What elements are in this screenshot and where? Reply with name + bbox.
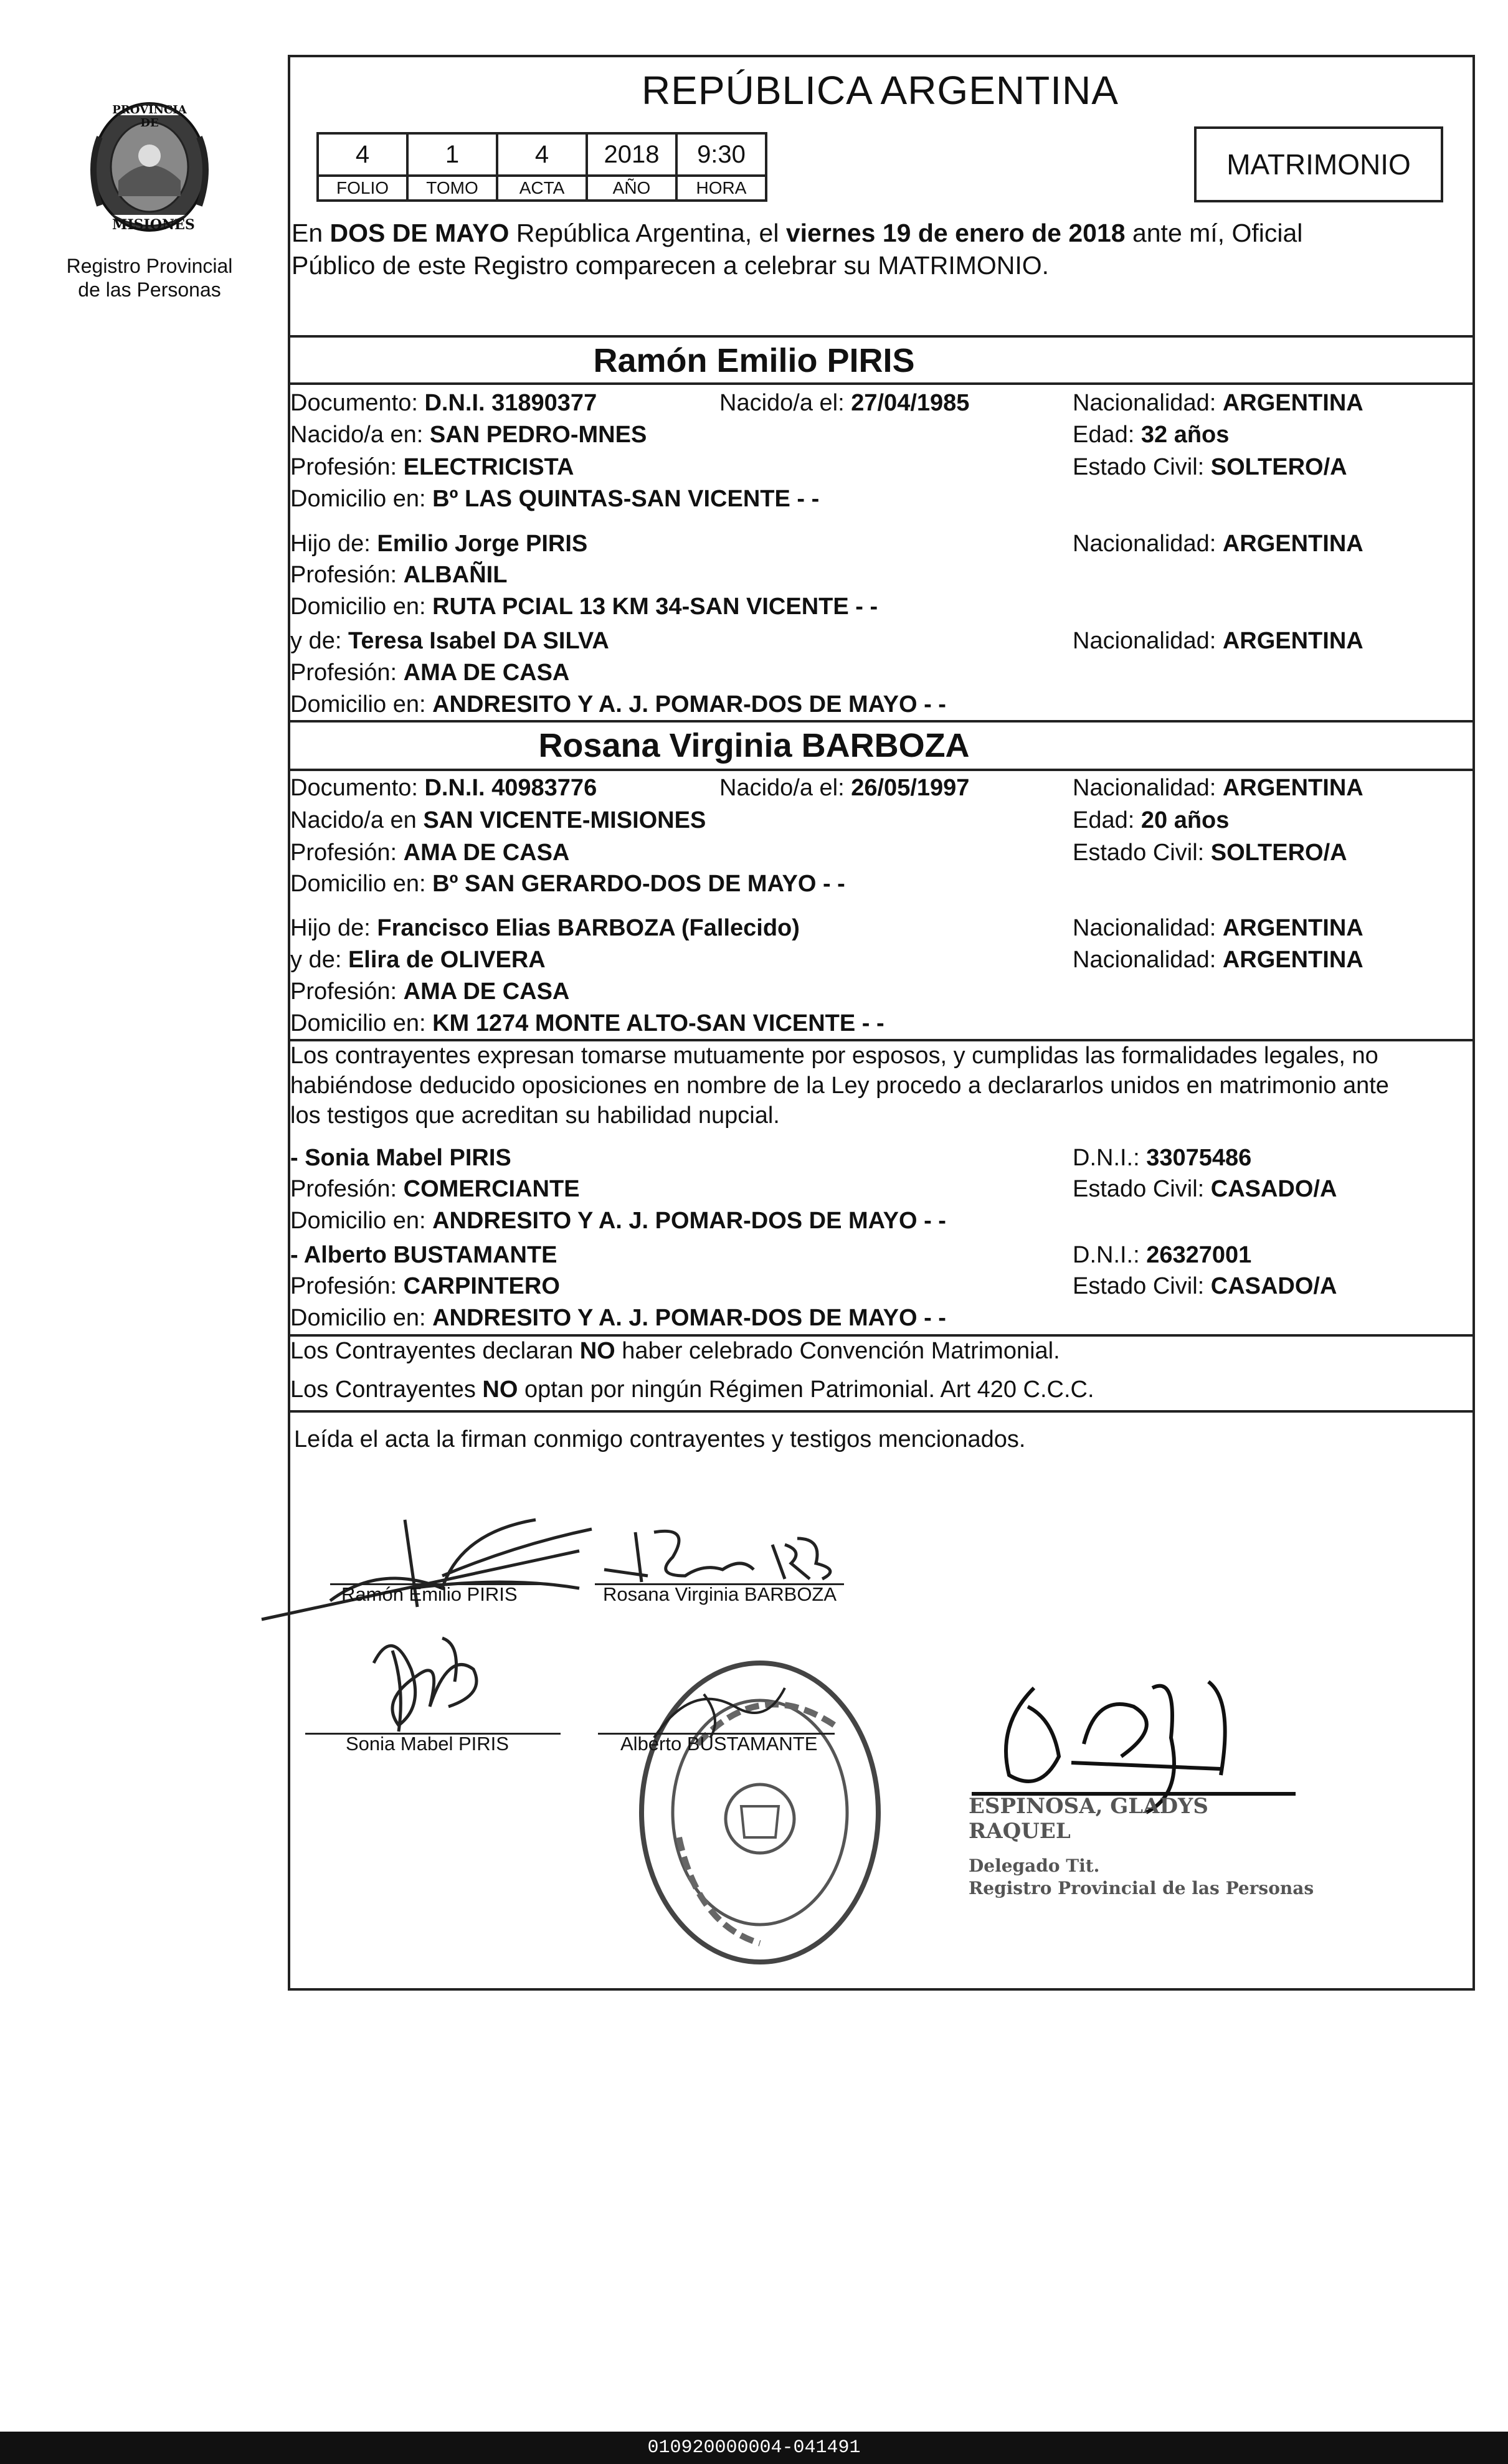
witness-2-address: Domicilio en: ANDRESITO Y A. J. POMAR-DOS DE MAYO - - bbox=[290, 1305, 946, 1331]
witness-1-dni: D.N.I.: 33075486 bbox=[1073, 1145, 1252, 1171]
divider bbox=[288, 1410, 1475, 1413]
official-stamp bbox=[969, 1794, 1317, 1900]
groom-signature-label: Ramón Emilio PIRIS bbox=[341, 1583, 518, 1605]
bride-profession: Profesión: AMA DE CASA bbox=[290, 840, 570, 866]
groom-age: Edad: 32 años bbox=[1073, 422, 1230, 448]
document-code: 010920000004-041491 bbox=[647, 2437, 861, 2458]
bride-birthplace: Nacido/a en SAN VICENTE-MISIONES bbox=[290, 807, 706, 833]
tomo-value: 1 bbox=[407, 133, 497, 176]
seal-bottom-text: MISIONES bbox=[112, 217, 195, 233]
registry-name bbox=[56, 254, 243, 301]
bride-doc: Documento: D.N.I. 40983776 bbox=[290, 775, 597, 801]
groom-doc: Documento: D.N.I. 31890377 bbox=[290, 390, 597, 416]
bride-mother-nationality: Nacionalidad: ARGENTINA bbox=[1073, 947, 1363, 973]
witness-1-name: - Sonia Mabel PIRIS bbox=[290, 1145, 511, 1171]
tomo-label: TOMO bbox=[407, 176, 497, 201]
act-type: MATRIMONIO bbox=[1226, 148, 1411, 181]
declaration-line-3: los testigos que acreditan su habilidad nupcial. bbox=[290, 1102, 780, 1129]
date: viernes 19 de enero de 2018 bbox=[785, 219, 1126, 247]
registry-name-text: Registro Provincial de las Personas bbox=[66, 255, 233, 301]
record-table bbox=[316, 132, 767, 202]
divider bbox=[288, 720, 1475, 723]
groom-profession: Profesión: ELECTRICISTA bbox=[290, 454, 574, 480]
bride-mother-address: Domicilio en: KM 1274 MONTE ALTO-SAN VICENTE - - bbox=[290, 1010, 884, 1036]
witness-1-signature-label: Sonia Mabel PIRIS bbox=[346, 1733, 509, 1755]
witness-1-signature bbox=[355, 1626, 517, 1750]
intro-line-1: En DOS DE MAYO República Argentina, el viernes 19 de enero de 2018 ante mí, Oficial bbox=[292, 219, 1303, 247]
regime-statement: Los Contrayentes NO optan por ningún Régimen Patrimonial. Art 420 C.C.C. bbox=[290, 1377, 1094, 1403]
year-label: AÑO bbox=[587, 176, 676, 201]
witness-2-dni: D.N.I.: 26327001 bbox=[1073, 1242, 1252, 1268]
groom-civil-status: Estado Civil: SOLTERO/A bbox=[1073, 454, 1347, 480]
province-seal bbox=[75, 87, 224, 249]
bride-born: Nacido/a el: 26/05/1997 bbox=[719, 775, 970, 801]
bride-mother-profession: Profesión: AMA DE CASA bbox=[290, 978, 570, 1005]
declaration-line-1: Los contrayentes expresan tomarse mutuamente por esposos, y cumplidas las formalidades legales, no bbox=[290, 1043, 1378, 1069]
witness-2-profession: Profesión: CARPINTERO bbox=[290, 1273, 560, 1299]
acta-label: ACTA bbox=[497, 176, 587, 201]
intro-line-2: Público de este Registro comparecen a celebrar su MATRIMONIO. bbox=[292, 251, 1050, 280]
groom-nationality: Nacionalidad: ARGENTINA bbox=[1073, 390, 1363, 416]
bride-civil-status: Estado Civil: SOLTERO/A bbox=[1073, 840, 1347, 866]
convention-statement: Los Contrayentes declaran NO haber celebrado Convención Matrimonial. bbox=[290, 1338, 1060, 1364]
groom-father-profession: Profesión: ALBAÑIL bbox=[290, 562, 508, 588]
groom-mother: y de: Teresa Isabel DA SILVA bbox=[290, 628, 609, 654]
groom-birthplace: Nacido/a en: SAN PEDRO-MNES bbox=[290, 422, 647, 448]
groom-father-nationality: Nacionalidad: ARGENTINA bbox=[1073, 531, 1363, 557]
official-stamp-role: Delegado Tit. bbox=[969, 1855, 1100, 1876]
official-stamp-name: ESPINOSA, GLADYS RAQUEL bbox=[969, 1794, 1208, 1844]
divider bbox=[288, 769, 1475, 771]
bride-father-nationality: Nacionalidad: ARGENTINA bbox=[1073, 915, 1363, 941]
groom-mother-profession: Profesión: AMA DE CASA bbox=[290, 660, 570, 686]
seal-top-text: PROVINCIA DE bbox=[112, 103, 187, 130]
act-type-box bbox=[1194, 126, 1443, 202]
groom-name: Ramón Emilio PIRIS bbox=[593, 342, 915, 379]
folio-value: 4 bbox=[318, 133, 407, 176]
bride-father: Hijo de: Francisco Elias BARBOZA (Fallecido) bbox=[290, 915, 800, 941]
divider bbox=[288, 335, 1475, 338]
document-code-bar bbox=[0, 2432, 1508, 2464]
official-stamp-office: Registro Provincial de las Personas bbox=[969, 1878, 1314, 1898]
witness-1-civil-status: Estado Civil: CASADO/A bbox=[1073, 1176, 1337, 1202]
hour-label: HORA bbox=[676, 176, 766, 201]
groom-father-address: Domicilio en: RUTA PCIAL 13 KM 34-SAN VICENTE - - bbox=[290, 594, 878, 620]
groom-father: Hijo de: Emilio Jorge PIRIS bbox=[290, 531, 588, 557]
bride-mother: y de: Elira de OLIVERA bbox=[290, 947, 546, 973]
groom-born: Nacido/a el: 27/04/1985 bbox=[719, 390, 970, 416]
place: DOS DE MAYO bbox=[330, 219, 510, 247]
bride-signature-label: Rosana Virginia BARBOZA bbox=[603, 1583, 837, 1605]
bride-nationality: Nacionalidad: ARGENTINA bbox=[1073, 775, 1363, 801]
groom-signature bbox=[255, 1495, 604, 1632]
witness-1-address: Domicilio en: ANDRESITO Y A. J. POMAR-DOS DE MAYO - - bbox=[290, 1208, 946, 1234]
folio-label: FOLIO bbox=[318, 176, 407, 201]
groom-mother-nationality: Nacionalidad: ARGENTINA bbox=[1073, 628, 1363, 654]
hour-value: 9:30 bbox=[676, 133, 766, 176]
bride-name: Rosana Virginia BARBOZA bbox=[538, 727, 970, 764]
witness-2-civil-status: Estado Civil: CASADO/A bbox=[1073, 1273, 1337, 1299]
divider bbox=[288, 382, 1475, 385]
witness-2-name: - Alberto BUSTAMANTE bbox=[290, 1242, 557, 1268]
groom-address: Domicilio en: Bº LAS QUINTAS-SAN VICENTE - - bbox=[290, 486, 820, 512]
bride-age: Edad: 20 años bbox=[1073, 807, 1230, 833]
acta-value: 4 bbox=[497, 133, 587, 176]
document-title: REPÚBLICA ARGENTINA bbox=[642, 68, 1119, 113]
bride-address: Domicilio en: Bº SAN GERARDO-DOS DE MAYO - - bbox=[290, 871, 845, 897]
year-value: 2018 bbox=[587, 133, 676, 176]
declaration-line-2: habiéndose deducido oposiciones en nombre de la Ley procedo a declararlos unidos en matrimonio ante bbox=[290, 1073, 1389, 1099]
closing-statement: Leída el acta la firman conmigo contrayentes y testigos mencionados. bbox=[294, 1426, 1026, 1452]
witness-1-profession: Profesión: COMERCIANTE bbox=[290, 1176, 580, 1202]
groom-mother-address: Domicilio en: ANDRESITO Y A. J. POMAR-DOS DE MAYO - - bbox=[290, 691, 946, 718]
witness-2-signature-label: Alberto BUSTAMANTE bbox=[620, 1733, 818, 1755]
